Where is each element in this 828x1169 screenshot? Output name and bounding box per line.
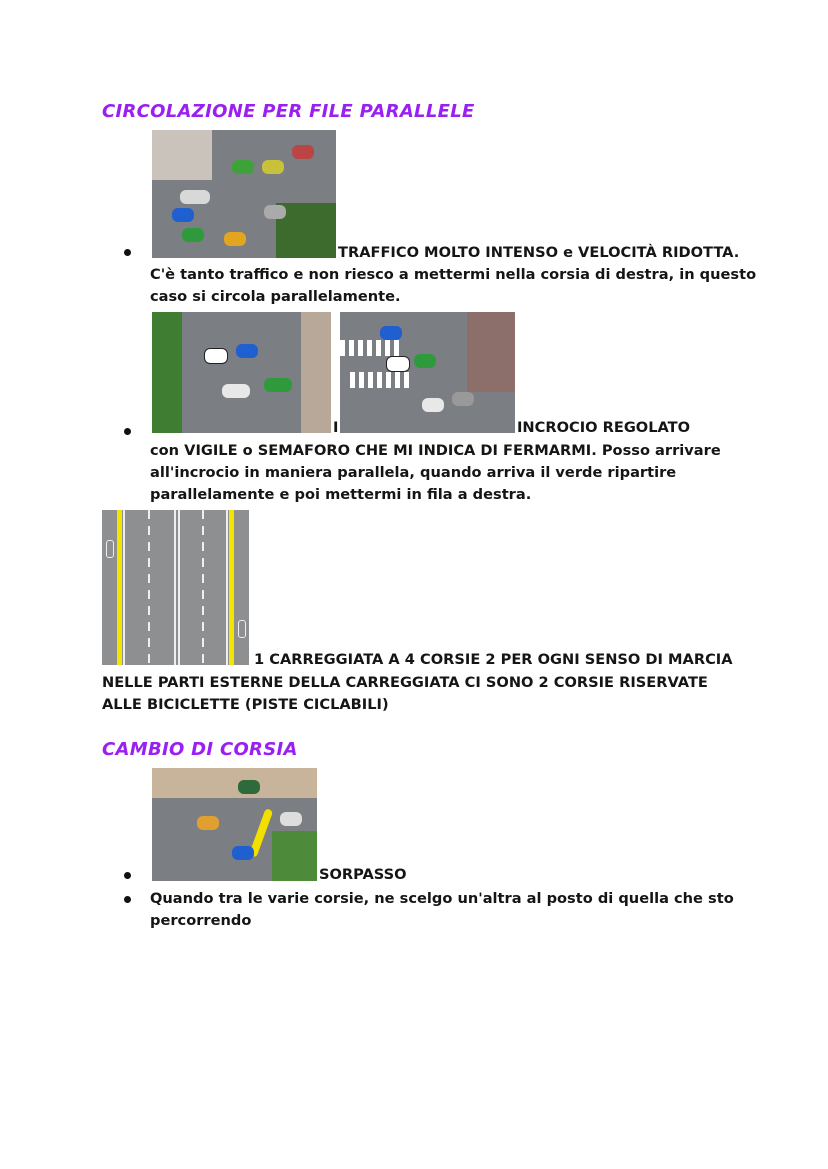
- separator: I: [333, 419, 339, 436]
- overtaking-image: [152, 768, 317, 881]
- heading-circolazione: CIRCOLAZIONE PER FILE PARALLELE: [102, 101, 475, 122]
- bullet: [124, 428, 131, 435]
- bullet: [124, 896, 131, 903]
- heading-cambio-corsia: CAMBIO DI CORSIA: [102, 739, 298, 760]
- item-text: percorrendo: [150, 912, 252, 929]
- traffic-light-image: [340, 312, 515, 433]
- road-note-lead: 1 CARREGGIATA A 4 CORSIE 2 PER OGNI SENSO DI MARCIA: [254, 651, 733, 668]
- bicycle-icon: [238, 620, 246, 638]
- item-lead: SORPASSO: [319, 866, 407, 883]
- traffic-officer-image: [152, 312, 331, 433]
- bicycle-icon: [106, 540, 114, 558]
- item-lead: TRAFFICO MOLTO INTENSO e VELOCITÀ RIDOTTA.: [338, 244, 740, 261]
- item-lead: INCROCIO REGOLATO: [517, 419, 691, 436]
- bullet: [124, 872, 131, 879]
- item-text: parallelamente e poi mettermi in fila a destra.: [150, 486, 532, 503]
- item-text: con VIGILE o SEMAFORO CHE MI INDICA DI FERMARMI. Posso arrivare: [150, 442, 721, 459]
- road-note-text: ALLE BICICLETTE (PISTE CICLABILI): [102, 696, 389, 713]
- item-text: Quando tra le varie corsie, ne scelgo un'altra al posto di quella che sto: [150, 890, 734, 907]
- road-diagram-image: [102, 510, 249, 665]
- item-text: all'incrocio in maniera parallela, quando arriva il verde ripartire: [150, 464, 677, 481]
- item-text: C'è tanto traffico e non riesco a mettermi nella corsia di destra, in questo: [150, 266, 757, 283]
- item-text: caso si circola parallelamente.: [150, 288, 401, 305]
- road-note-text: NELLE PARTI ESTERNE DELLA CARREGGIATA CI SONO 2 CORSIE RISERVATE: [102, 674, 708, 691]
- bullet: [124, 249, 131, 256]
- traffic-image: [152, 130, 336, 258]
